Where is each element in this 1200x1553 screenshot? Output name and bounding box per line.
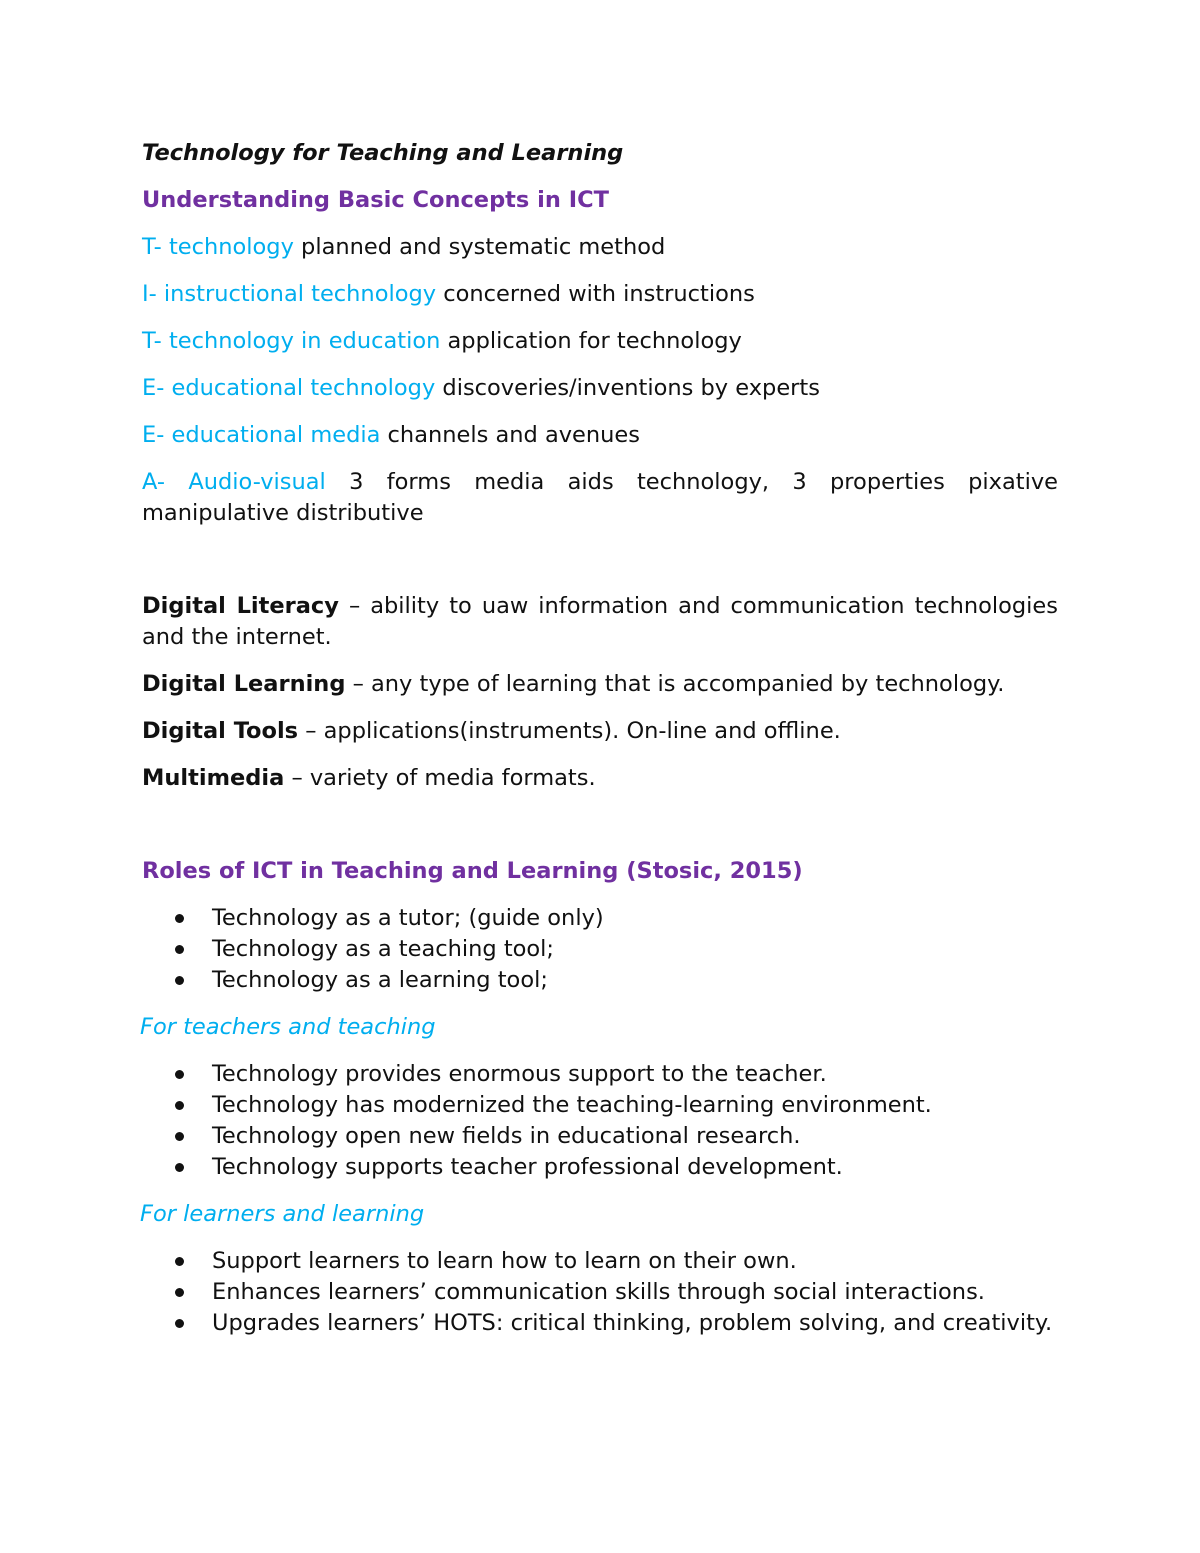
definition-item xyxy=(142,763,1058,794)
list-item: Technology has modernized the teaching-learning environment. xyxy=(142,1090,1058,1121)
teachers-list xyxy=(142,1059,1058,1183)
learners-list xyxy=(142,1246,1058,1339)
subheading-teachers: For teachers and teaching xyxy=(140,1014,436,1040)
list-item: Technology as a learning tool; xyxy=(142,965,1058,996)
definition-term: Digital Tools xyxy=(142,718,299,744)
concept-term: A- Audio-visual xyxy=(142,469,326,495)
bullet-icon xyxy=(175,1288,184,1297)
concept-desc: discoveries/inventions by experts xyxy=(435,375,820,401)
concept-term: T- technology xyxy=(142,234,294,260)
definition-term: Multimedia xyxy=(142,765,285,791)
definition-desc: – ability to uaw information and communication technologies and the internet. xyxy=(142,593,1059,650)
concept-item xyxy=(142,373,1058,404)
paragraph-spacer xyxy=(142,545,1058,591)
concept-desc: planned and systematic method xyxy=(293,234,666,260)
document-title: Technology for Teaching and Learning xyxy=(142,140,624,166)
definition-desc: – any type of learning that is accompanied by technology. xyxy=(345,671,1005,697)
list-item: Technology as a tutor; (guide only) xyxy=(142,903,1058,934)
section-heading-roles: Roles of ICT in Teaching and Learning (Stosic, 2015) xyxy=(142,858,803,884)
concept-item xyxy=(142,232,1058,263)
list-item: Enhances learners’ communication skills through social interactions. xyxy=(142,1277,1058,1308)
concept-item xyxy=(142,326,1058,357)
subheading-learners: For learners and learning xyxy=(140,1201,425,1227)
concept-item xyxy=(142,420,1058,451)
list-item: Technology open new fields in educational research. xyxy=(142,1121,1058,1152)
bullet-icon xyxy=(175,1101,184,1110)
concept-desc: channels and avenues xyxy=(380,422,640,448)
concept-item xyxy=(142,467,1058,529)
concept-item xyxy=(142,279,1058,310)
definition-item xyxy=(142,716,1058,747)
concept-desc: 3 forms media aids technology, 3 properties pixative manipulative distributive xyxy=(142,469,1059,526)
definition-term: Digital Learning xyxy=(142,671,346,697)
bullet-icon xyxy=(175,1319,184,1328)
list-item: Upgrades learners’ HOTS: critical thinking, problem solving, and creativity. xyxy=(142,1308,1058,1339)
bullet-icon xyxy=(175,1070,184,1079)
paragraph-spacer xyxy=(142,810,1058,856)
bullet-icon xyxy=(175,1163,184,1172)
list-item: Technology supports teacher professional development. xyxy=(142,1152,1058,1183)
bullet-icon xyxy=(175,914,184,923)
list-item: Technology as a teaching tool; xyxy=(142,934,1058,965)
definition-desc: – variety of media formats. xyxy=(284,765,596,791)
definition-item xyxy=(142,669,1058,700)
bullet-icon xyxy=(175,1257,184,1266)
concept-desc: application for technology xyxy=(440,328,742,354)
concept-term: T- technology in education xyxy=(142,328,441,354)
bullet-icon xyxy=(175,1132,184,1141)
concept-desc: concerned with instructions xyxy=(436,281,755,307)
concept-term: E- educational technology xyxy=(142,375,436,401)
list-item: Support learners to learn how to learn on their own. xyxy=(142,1246,1058,1277)
document-page xyxy=(142,138,1058,1355)
definition-desc: – applications(instruments). On-line and offline. xyxy=(298,718,841,744)
definition-item xyxy=(142,591,1058,653)
bullet-icon xyxy=(175,945,184,954)
bullet-icon xyxy=(175,976,184,985)
list-item: Technology provides enormous support to the teacher. xyxy=(142,1059,1058,1090)
definition-term: Digital Literacy xyxy=(142,593,339,619)
concept-term: E- educational media xyxy=(142,422,381,448)
concept-term: I- instructional technology xyxy=(142,281,437,307)
roles-list xyxy=(142,903,1058,996)
section-heading-basic-concepts: Understanding Basic Concepts in ICT xyxy=(142,187,609,213)
